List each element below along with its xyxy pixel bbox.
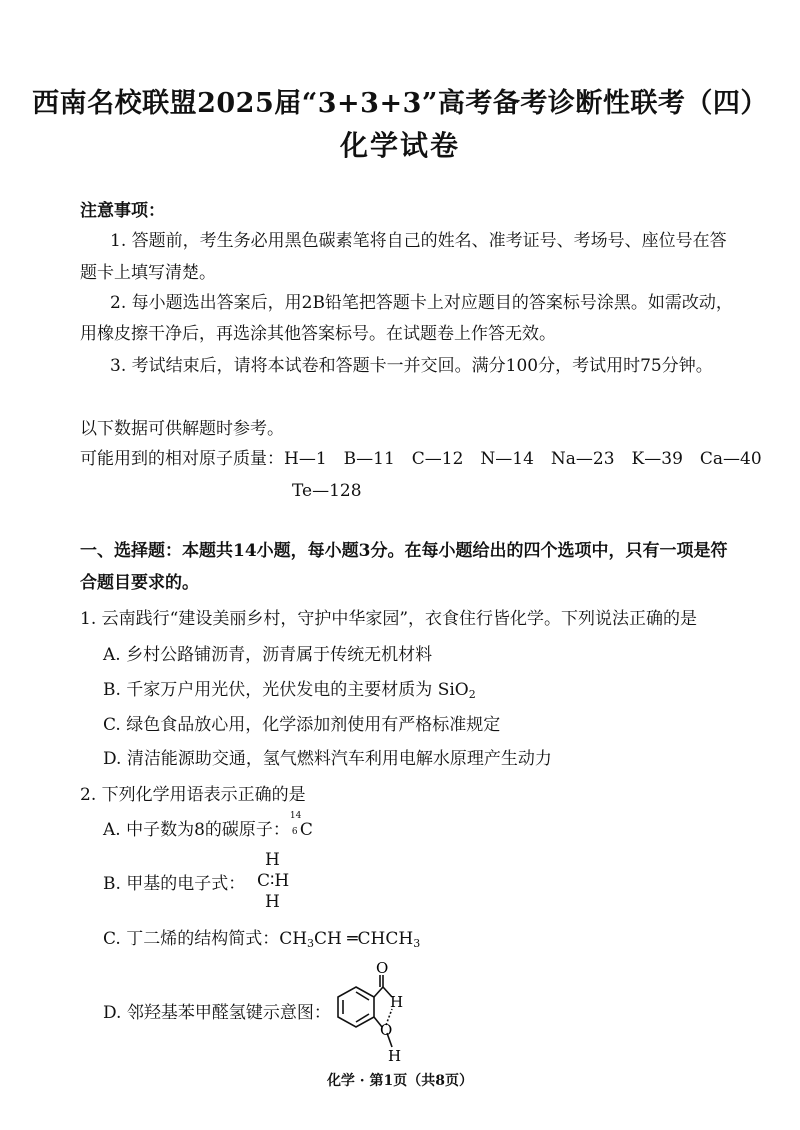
question-2-option-c-formula: CH ═CHCH — [314, 929, 414, 949]
question-1-stem: 1. 云南践行“建设美丽乡村，守护中华家园”，衣食住行皆化学。下列说法正确的是 — [80, 609, 698, 629]
question-1-option-a: A. 乡村公路铺沥青，沥青属于传统无机材料 — [103, 645, 433, 665]
notice-item-1-line-2: 题卡上填写清楚。 — [80, 263, 216, 283]
aldehyde-bond — [374, 987, 383, 997]
element-symbol: C — [299, 820, 313, 840]
question-1-option-b-text: B. 千家万户用光伏，光伏发电的主要材质为 SiO — [103, 680, 469, 700]
question-2-option-d: D. 邻羟基苯甲醛氢键示意图： — [103, 1003, 331, 1023]
notice-item-1-line-1: 1. 答题前，考生务必用黑色碳素笔将自己的姓名、准考证号、考场号、座位号在答 — [110, 231, 727, 251]
subscript: 3 — [413, 937, 421, 950]
mass-number: 14 — [289, 811, 302, 821]
notice-item-3: 3. 考试结束后，请将本试卷和答题卡一并交回。满分100分，考试用时75分钟。 — [110, 356, 713, 376]
exam-title: 西南名校联盟2025届“3+3+3”高考备考诊断性联考（四） — [32, 88, 768, 119]
atomic-masses-line-1: 可能用到的相对原子质量：H—1 B—11 C—12 N—14 Na—23 K—39 Ca—40 — [80, 449, 762, 469]
label-h-bottom: H — [388, 1047, 402, 1065]
exam-subject-title: 化学试卷 — [339, 129, 460, 162]
notice-item-2-line-2: 用橡皮擦干净后，再选涂其他答案标号。在试题卷上作答无效。 — [80, 324, 556, 344]
salicylaldehyde-hydrogen-bond-diagram — [326, 955, 436, 1065]
label-o-top: O — [376, 959, 389, 977]
electron-formula-h-bottom: H — [265, 892, 280, 912]
question-2-option-a-text: A. 中子数为8的碳原子： — [103, 820, 290, 840]
electron-formula-h-top: H — [265, 850, 280, 870]
question-2-stem: 2. 下列化学用语表示正确的是 — [80, 785, 306, 805]
question-1-option-b-subscript: 2 — [468, 688, 476, 701]
label-o-bottom: O — [380, 1021, 393, 1039]
question-2-option-c-text: C. 丁二烯的结构简式：CH — [103, 929, 308, 949]
atomic-masses-line-2: Te—128 — [292, 481, 362, 501]
question-2-option-b: B. 甲基的电子式： — [103, 874, 246, 894]
page-footer: 化学 · 第1页（共8页） — [326, 1073, 474, 1089]
question-2-option-a — [103, 811, 793, 843]
question-1-option-c: C. 绿色食品放心用，化学添加剂使用有严格标准规定 — [103, 715, 501, 735]
reference-intro: 以下数据可供解题时参考。 — [80, 419, 284, 439]
label-h-right: H — [390, 993, 404, 1011]
atomic-number: 6 — [291, 827, 298, 837]
question-2-option-c — [103, 926, 793, 957]
methyl-electron-formula — [257, 850, 325, 914]
section-heading-line-1: 一、选择题：本题共14小题，每小题3分。在每小题给出的四个选项中，只有一项是符 — [80, 541, 728, 561]
electron-formula-c-h: C∶H — [257, 871, 290, 891]
notice-heading: 注意事项： — [80, 201, 165, 221]
nuclide-notation — [289, 811, 302, 837]
section-heading-line-2: 合题目要求的。 — [80, 573, 199, 593]
subscript: 3 — [307, 937, 315, 950]
question-1-option-b — [103, 677, 793, 708]
notice-item-2-line-1: 2. 每小题选出答案后，用2B铅笔把答题卡上对应题目的答案标号涂黑。如需改动， — [110, 293, 733, 313]
question-1-option-d: D. 清洁能源助交通，氢气燃料汽车利用电解水原理产生动力 — [103, 749, 552, 769]
